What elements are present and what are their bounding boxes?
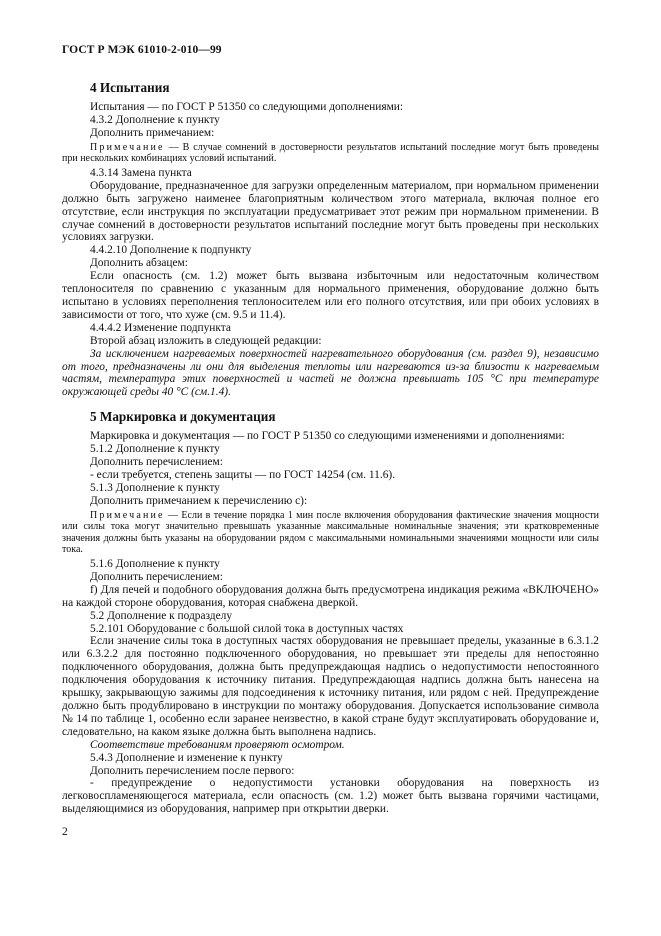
list-item: f) Для печей и подобного оборудования должна быть предусмотрена индикация режима «ВКЛЮЧЕНО» на каждой стороне оборудования, которая снабжена дверкой. bbox=[62, 583, 599, 609]
italic-paragraph: Соответствие требованиям проверяют осмотром. bbox=[90, 738, 345, 751]
clause-heading: 4.3.2 Дополнение к пункту bbox=[90, 113, 220, 126]
paragraph: Оборудование, предназначенное для загрузки определенным материалом, при нормальном применении должно быть загружено наименее благоприятным количеством этого материала, включая полное его отсутствие, если инструкция по эксплуатации предусматривает этот режим при нормальном применении. В случае сомнений в достоверности результатов испытаний последние могут быть проведены при нескольких условиях загрузки. bbox=[62, 179, 599, 244]
section-5-heading: 5 Маркировка и документация bbox=[90, 409, 276, 425]
clause-heading: 4.4.2.10 Дополнение к подпункту bbox=[90, 244, 252, 257]
note-label: Примечание bbox=[90, 141, 165, 153]
clause-heading: 5.2 Дополнение к подразделу bbox=[90, 609, 233, 622]
clause-heading: 5.4.3 Дополнение и изменение к пункту bbox=[90, 751, 283, 764]
clause-heading: 5.2.101 Оборудование с большой силой тока в доступных частях bbox=[90, 622, 404, 635]
paragraph: Второй абзац изложить в следующей редакции: bbox=[90, 334, 322, 347]
list-item: - если требуется, степень защиты — по ГОСТ 14254 (см. 11.6). bbox=[90, 468, 396, 481]
list-item: - предупреждение о недопустимости установки оборудования на поверхность из легковоспламеняющегося материала, если опасность (см. 1.2) может быть вызвана горячими частицами, выделяющимися из оборудования, например при открытии дверки. bbox=[62, 777, 599, 816]
clause-heading: 4.3.14 Замена пункта bbox=[90, 166, 192, 179]
italic-paragraph: За исключением нагреваемых поверхностей нагревательного оборудования (см. раздел 9), независимо от того, предназначены ли они для выделения теплоты или нагреваются из-за близости к нагреваемым частям, температура этих поверхностей и частей не должна превышать 105 °С при температуре окружающей среды 40 °С (см.1.4). bbox=[62, 347, 599, 399]
paragraph: Дополнить абзацем: bbox=[90, 257, 188, 270]
paragraph: Дополнить примечанием: bbox=[90, 126, 215, 139]
note bbox=[62, 142, 599, 165]
running-header: ГОСТ Р МЭК 61010-2-010—99 bbox=[62, 44, 222, 56]
note-text: — В случае сомнений в достоверности результатов испытаний последние могут быть проведены при нескольких комбинациях условий испытаний. bbox=[62, 141, 599, 165]
paragraph: Дополнить примечанием к перечислению с): bbox=[90, 494, 308, 507]
clause-heading: 4.4.4.2 Изменение подпункта bbox=[90, 321, 231, 334]
page-number: 2 bbox=[62, 826, 68, 838]
clause-heading: 5.1.6 Дополнение к пункту bbox=[90, 558, 220, 571]
paragraph: Дополнить перечислением: bbox=[90, 456, 223, 469]
clause-heading: 5.1.3 Дополнение к пункту bbox=[90, 481, 220, 494]
note bbox=[62, 510, 599, 556]
note-text: — Если в течение порядка 1 мин после включения оборудования фактические значения мощности или силы тока могут значительно превышать указанные максимальные номинальные значения; эти кратковременные значения должны быть указаны на оборудовании рядом с максимальными номинальными значениями мощности или силы тока. bbox=[62, 509, 599, 556]
paragraph: Маркировка и документация — по ГОСТ Р 51350 со следующими изменениями и дополнениями: bbox=[90, 430, 565, 443]
paragraph: Испытания — по ГОСТ Р 51350 со следующими дополнениями: bbox=[90, 101, 404, 113]
paragraph: Дополнить перечислением после первого: bbox=[90, 764, 295, 777]
paragraph: Если значение силы тока в доступных частях оборудования не превышает пределы, указанные в 6.3.1.2 или 6.3.2.2 для постоянно подключенного оборудования, но превышает эти пределы для непостоянно подключенного оборудования, должна быть предупреждающая надпись о недопустимости непостоянного подключения оборудования к источнику питания. Предупреждающая надпись должна быть нанесена на крышку, закрывающую зажимы для подсоединения к источнику питания, или рядом с ней. Предупреждение должно быть продублировано в инструкции по монтажу оборудования. Допускается использование символа № 14 по таблице 1, особенно если заранее неизвестно, в какой стране будут эксплуатировать оборудование и, следовательно, на каком языке должна быть выполнена надпись. bbox=[62, 635, 599, 738]
paragraph: Дополнить перечислением: bbox=[90, 570, 223, 583]
paragraph: Если опасность (см. 1.2) может быть вызвана избыточным или недостаточным количеством теплоносителя по сравнению с указанным для нормального применения, оборудование должно быть испытано в условиях переполнения теплоносителем или его полного отсутствия, или при обоих условиях в зависимости от того, что хуже (см. 9.5 и 11.4). bbox=[62, 270, 599, 321]
section-4-heading: 4 Испытания bbox=[90, 80, 170, 95]
note-label: Примечание bbox=[90, 509, 165, 521]
page-body bbox=[62, 76, 599, 816]
clause-heading: 5.1.2 Дополнение к пункту bbox=[90, 443, 220, 456]
